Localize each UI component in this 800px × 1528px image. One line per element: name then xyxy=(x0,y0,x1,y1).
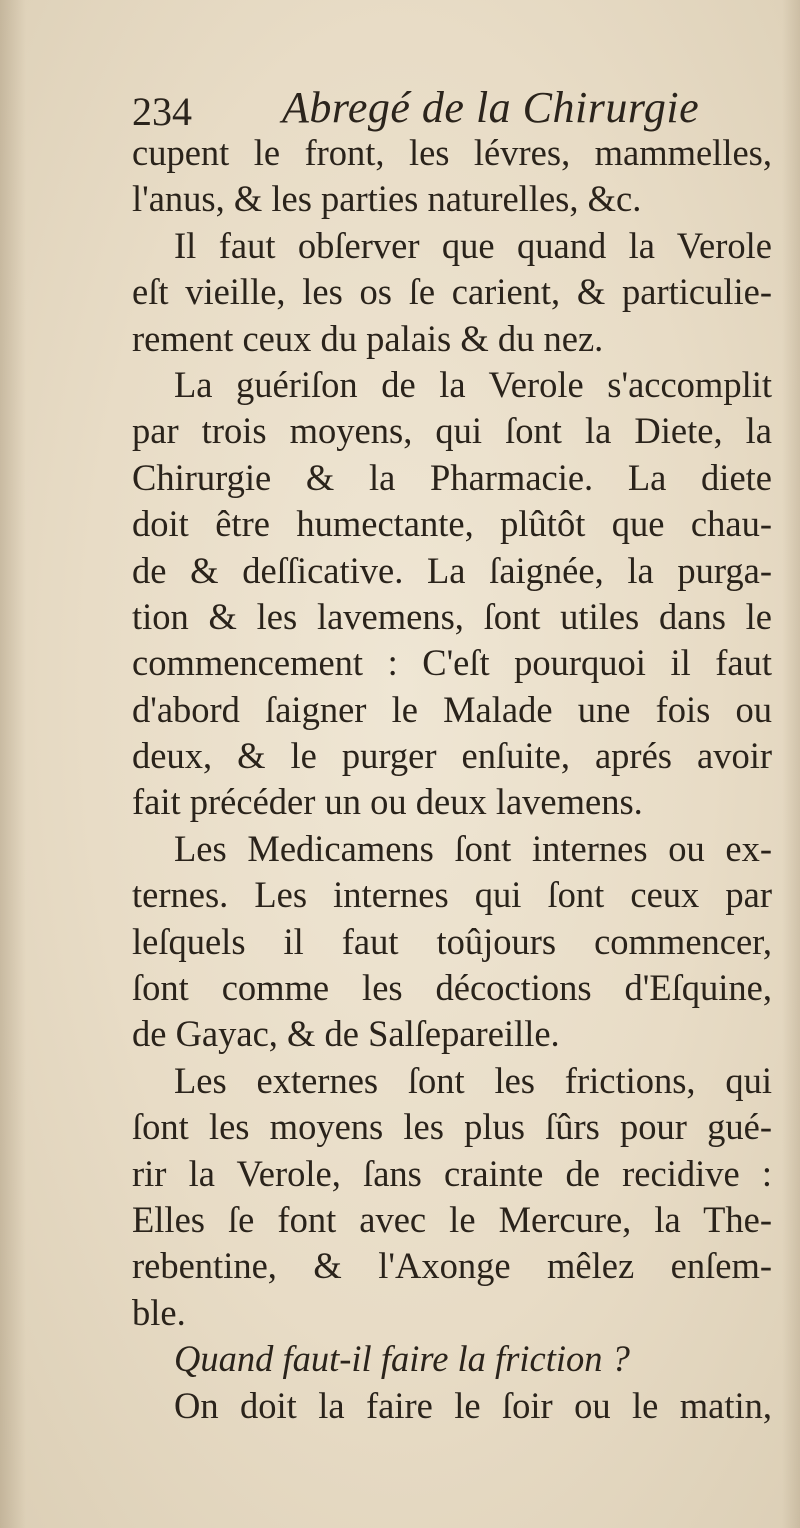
text-line: ble. xyxy=(132,1291,186,1333)
text-line: fait précéder un ou deux lavemens. xyxy=(132,781,643,823)
paragraph-start-line: La guériſon de la Verole s'accomplit xyxy=(174,363,772,405)
text-line: par trois moyens, qui ſont la Diete, la xyxy=(132,410,772,452)
text-line: l'anus, & les parties naturelles, &c. xyxy=(132,178,642,220)
paragraph-start-line: On doit la faire le ſoir ou le matin, xyxy=(174,1384,772,1426)
text-line: ſont les moyens les plus ſûrs pour gué- xyxy=(132,1106,772,1148)
text-line: doit être humectante, plûtôt que chau- xyxy=(132,503,772,545)
question-heading: Quand faut-il faire la friction ? xyxy=(174,1338,630,1380)
text-line: cupent le front, les lévres, mammelles, xyxy=(132,132,772,173)
text-line: Elles ſe font avec le Mercure, la The- xyxy=(132,1198,772,1240)
text-line: rement ceux du palais & du nez. xyxy=(132,317,604,359)
text-line: de Gayac, & de Salſepareille. xyxy=(132,1013,560,1055)
text-line: d'abord ſaigner le Malade une fois ou xyxy=(132,688,772,730)
text-line: eſt vieille, les os ſe carient, & particulie- xyxy=(132,271,772,313)
text-line: de & deſſicative. La ſaignée, la purga- xyxy=(132,549,772,591)
text-line: rir la Verole, ſans crainte de recidive : xyxy=(132,1152,772,1194)
text-line: ternes. Les internes qui ſont ceux par xyxy=(132,874,772,916)
text-line: rebentine, & l'Axonge mêlez enſem- xyxy=(132,1245,772,1287)
body-text xyxy=(132,130,772,1429)
running-title: Abregé de la Chirurgie xyxy=(282,83,700,132)
text-line: deux, & le purger enſuite, aprés avoir xyxy=(132,735,772,777)
text-line: ſont comme les décoctions d'Eſquine, xyxy=(132,967,772,1009)
text-line: leſquels il faut toûjours commencer, xyxy=(132,920,772,962)
paragraph-start-line: Il faut obſerver que quand la Verole xyxy=(174,224,772,266)
text-line: Chirurgie & la Pharmacie. La diete xyxy=(132,456,772,498)
page-number: 234 xyxy=(132,89,192,134)
paragraph-start-line: Les externes ſont les frictions, qui xyxy=(174,1059,772,1101)
paragraph-start-line: Les Medicamens ſont internes ou ex- xyxy=(174,827,772,869)
text-line: commencement : C'eſt pourquoi il faut xyxy=(132,642,772,684)
text-line: tion & les lavemens, ſont utiles dans le xyxy=(132,595,772,637)
